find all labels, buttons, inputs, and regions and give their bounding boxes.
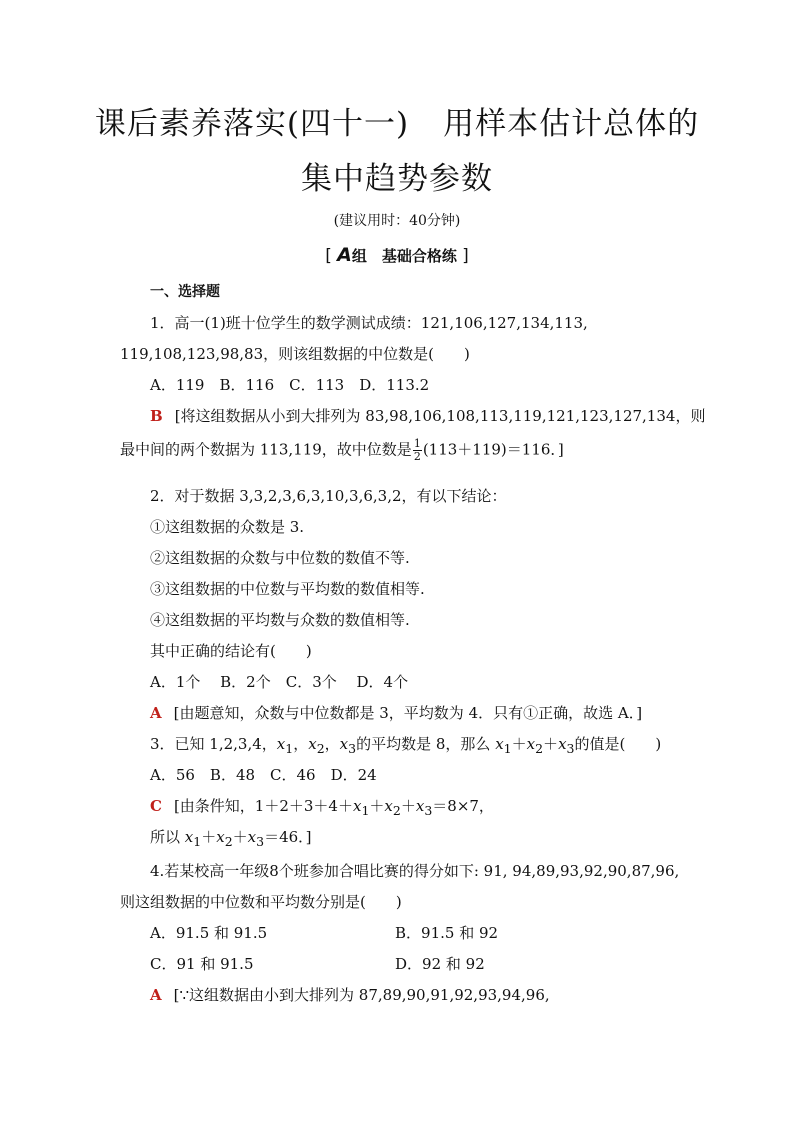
plus: ＋: [232, 828, 248, 846]
bracket-close: ]: [462, 246, 469, 266]
q3-exp-text-b: ＝8×7，: [432, 797, 494, 815]
sub-1: 1: [193, 834, 202, 849]
group-label: 组 基础合格练: [351, 247, 457, 265]
time-note: (建议用时：40分钟): [333, 213, 461, 229]
q4-option-c: C．91 和 91.5: [150, 955, 254, 973]
q3-text-b: 的平均数是 8，那么: [356, 735, 496, 753]
sub-3: 3: [424, 803, 433, 818]
q2-answer: A: [150, 704, 162, 722]
var-x: x: [339, 735, 349, 753]
sub-3: 3: [566, 741, 575, 756]
q4-explanation: [150, 984, 550, 1005]
plus: ＋: [400, 797, 416, 815]
q2-question: 其中正确的结论有( ): [150, 642, 312, 660]
q3-explanation-line-1: [150, 795, 494, 818]
q2-conclusion-2: ②这组数据的众数与中位数的数值不等.: [150, 549, 410, 567]
q1-exp-text-2a: 最中间的两个数据为 113,119，故中位数是: [120, 440, 412, 459]
q3-text-c: 的值是( ): [574, 735, 662, 753]
q4-line-1: 4.若某校高一年级8个班参加合唱比赛的得分如下: 91, 94,89,93,92,90,87,96,: [150, 862, 680, 880]
plus: ＋: [201, 828, 217, 846]
title-part-2: 用样本估计总体的: [443, 106, 700, 142]
plus: ＋: [369, 797, 385, 815]
fraction-numerator: 1: [413, 437, 421, 450]
q3-exp-text-d: ＝46．]: [264, 828, 312, 846]
sub-2: 2: [535, 741, 544, 756]
section-heading: 一、选择题: [150, 284, 220, 300]
q4-exp-text: [∵这组数据由小到大排列为 87,89,90,91,92,93,94,96,: [173, 986, 550, 1004]
q1-line-2: 119,108,123,98,83，则该组数据的中位数是( ): [120, 345, 470, 363]
q2-conclusion-3: ③这组数据的中位数与平均数的数值相等.: [150, 580, 425, 598]
q3-stem: [150, 733, 661, 756]
q4-option-d: D．92 和 92: [395, 955, 485, 973]
q2-conclusion-1: ①这组数据的众数是 3.: [150, 518, 305, 536]
bracket-open: [: [325, 246, 332, 266]
var-x: x: [415, 797, 425, 815]
sub-1: 1: [503, 741, 512, 756]
q4-line-2: 则这组数据的中位数和平均数分别是( ): [120, 893, 402, 911]
q1-exp-text-1: [将这组数据从小到大排列为 83,98,106,108,113,119,121,123,127,134，则: [174, 407, 706, 425]
sub-2: 2: [316, 741, 325, 756]
var-x: x: [352, 797, 362, 815]
fraction: [413, 438, 422, 463]
q4-option-a: A．91.5 和 91.5: [150, 924, 268, 942]
q3-exp-text-a: [由条件知，1＋2＋3＋4＋: [173, 797, 353, 815]
var-x: x: [216, 828, 225, 846]
q2-options: A．1个 B．2个 C．3个 D．4个: [150, 673, 409, 691]
var-x: x: [558, 735, 567, 753]
sub-2: 2: [224, 834, 233, 849]
q4-answer: A: [150, 986, 162, 1004]
q1-stem: 1．高一(1)班十位学生的数学测试成绩：121,106,127,134,113,: [150, 314, 588, 332]
comma: ，: [324, 735, 340, 753]
var-x: x: [276, 735, 286, 753]
page-title-line-1: [0, 98, 794, 143]
var-x: x: [495, 735, 504, 753]
q1-exp-text-2b: (113＋119)＝116．]: [422, 440, 564, 459]
q3-exp-text-c: 所以: [150, 828, 185, 846]
q1-explanation-line-2: [120, 438, 564, 463]
var-x: x: [184, 828, 194, 846]
page-title-line-2: 集中趋势参数: [301, 161, 493, 197]
sub-3: 3: [348, 741, 357, 756]
sub-1: 1: [361, 803, 370, 818]
q2-explanation: [150, 702, 642, 723]
q1-line-1: [150, 312, 674, 333]
q3-explanation-line-2: [150, 826, 312, 849]
q2-conclusion-4: ④这组数据的平均数与众数的数值相等.: [150, 611, 410, 629]
group-heading: [0, 244, 794, 266]
fraction-denominator: 2: [413, 450, 421, 463]
title-part-1: 课后素养落实(四十一): [94, 106, 410, 142]
plus: ＋: [543, 735, 559, 753]
var-x: x: [308, 735, 317, 753]
q3-text-a: 3．已知 1,2,3,4，: [150, 735, 277, 753]
sub-1: 1: [285, 741, 294, 756]
group-letter: A: [337, 244, 352, 266]
q4-option-b: B．91.5 和 92: [395, 924, 499, 942]
var-x: x: [384, 797, 393, 815]
q1-answer: B: [150, 407, 163, 425]
q3-options: A．56 B．48 C．46 D．24: [150, 766, 377, 784]
q1-options: A．119 B．116 C．113 D．113.2: [150, 376, 430, 394]
sub-3: 3: [256, 834, 265, 849]
var-x: x: [526, 735, 536, 753]
q2-stem: 2．对于数据 3,3,2,3,6,3,10,3,6,3,2，有以下结论：: [150, 487, 507, 505]
q1-explanation-line-1: [150, 405, 705, 426]
q2-exp-text: [由题意知，众数与中位数都是 3，平均数为 4．只有①正确，故选 A．]: [173, 704, 643, 722]
plus: ＋: [511, 735, 527, 753]
q3-answer: C: [150, 797, 162, 815]
sub-2: 2: [392, 803, 401, 818]
var-x: x: [247, 828, 257, 846]
comma: ，: [293, 735, 309, 753]
